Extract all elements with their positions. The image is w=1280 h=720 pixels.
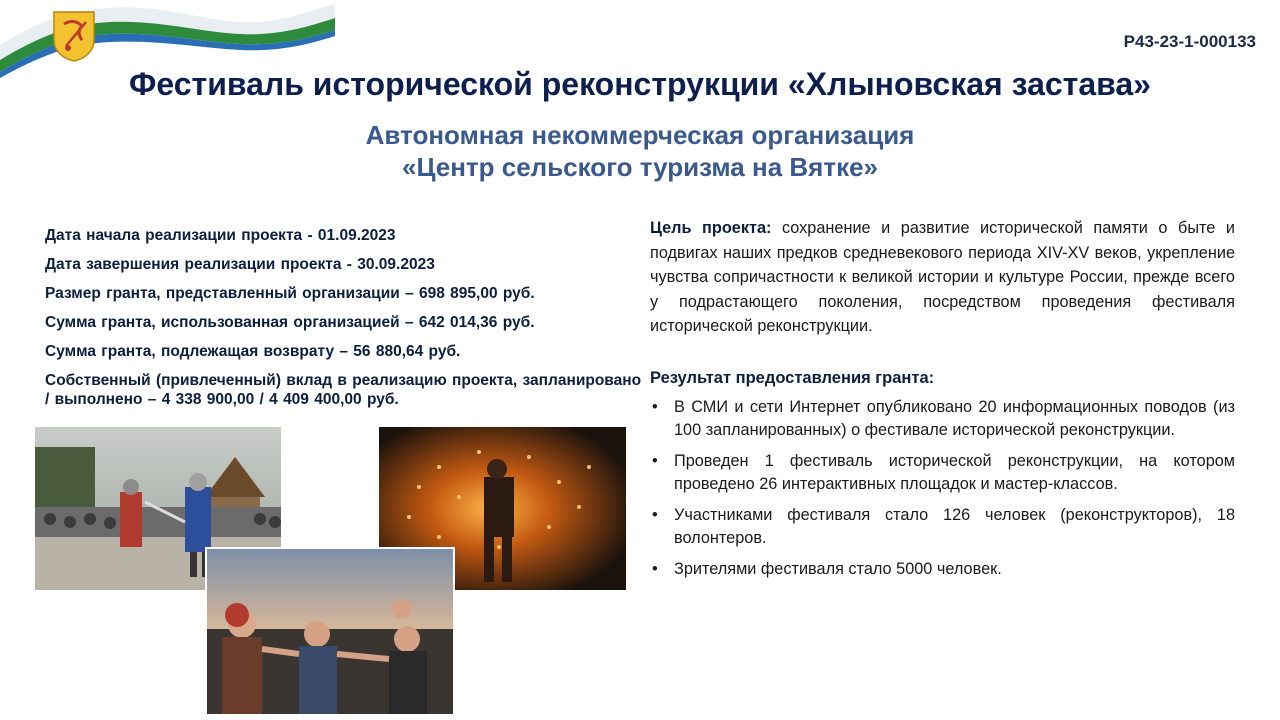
results-list xyxy=(650,396,1235,590)
fact-grant-return: Сумма гранта, подлежащая возврату – 56 880,64 руб. xyxy=(45,343,461,360)
goal-text: сохранение и развитие исторической памяти о быте и подвигах наших предков средневекового периода XIV-XV веков, укрепление чувства сопричастности к великой истории и культуре России, прежде всего у подрастающего поколения, посредством проведения фестиваля исторической реконструкции. xyxy=(650,219,1235,335)
project-code: Р43-23-1-000133 xyxy=(1123,32,1256,51)
fact-own-contribution: Собственный (привлеченный) вклад в реализацию проекта, запланировано / выполнено – 4 338 900,00 / 4 409 400,00 руб. xyxy=(45,372,642,408)
organization-name xyxy=(0,119,1280,183)
fact-start-date: Дата начала реализации проекта - 01.09.2023 xyxy=(45,227,396,244)
list-item: • Зрителями фестиваля стало 5000 человек. xyxy=(650,558,1235,581)
list-item: • Проведен 1 фестиваль исторической реконструкции, на котором проведено 26 интерактивных площадок и мастер-классов. xyxy=(650,450,1235,495)
list-item: • В СМИ и сети Интернет опубликовано 20 информационных поводов (из 100 запланированных) о фестивале исторической реконструкции. xyxy=(650,396,1235,441)
organization-line-1: Автономная некоммерческая организация xyxy=(365,120,915,150)
list-item: • Участниками фестиваля стало 126 человек (реконструкторов), 18 волонтеров. xyxy=(650,504,1235,549)
project-goal xyxy=(650,216,1235,339)
results-heading: Результат предоставления гранта: xyxy=(650,369,935,387)
photo-festival-crowd xyxy=(205,547,455,716)
goal-label: Цель проекта: xyxy=(650,219,772,237)
kirov-region-coat-of-arms-icon xyxy=(52,10,96,62)
fact-grant-size: Размер гранта, представленный организации – 698 895,00 руб. xyxy=(45,285,535,302)
organization-line-2: «Центр сельского туризма на Вятке» xyxy=(401,152,878,182)
fact-end-date: Дата завершения реализации проекта - 30.09.2023 xyxy=(45,256,435,273)
page-title: Фестиваль исторической реконструкции «Хлыновская застава» xyxy=(129,66,1151,102)
fact-grant-used: Сумма гранта, использованная организацией – 642 014,36 руб. xyxy=(45,314,535,331)
project-facts xyxy=(45,226,645,419)
